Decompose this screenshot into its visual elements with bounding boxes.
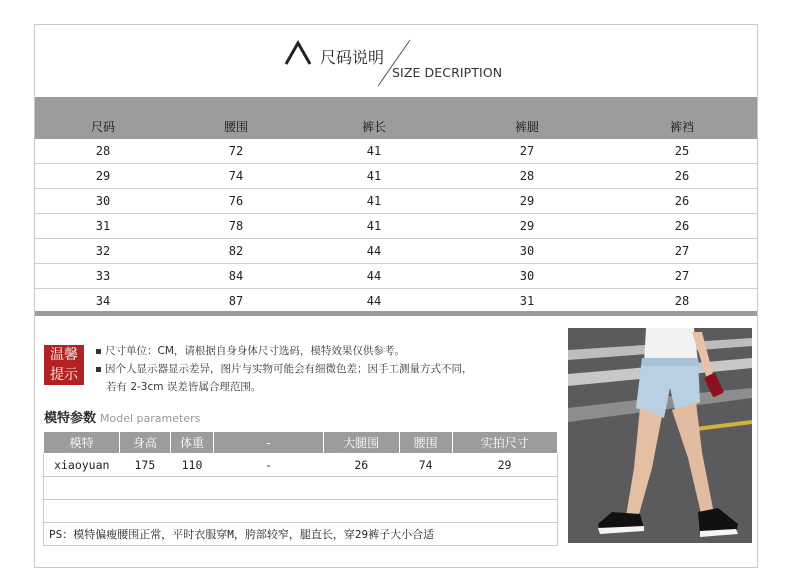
header	[35, 25, 757, 97]
cell: 31	[35, 214, 171, 239]
col-thigh: 大腿围	[323, 432, 399, 454]
table-row	[35, 139, 757, 164]
model-photo	[568, 328, 752, 543]
col-dash: -	[214, 432, 323, 454]
model-table	[43, 431, 558, 546]
bullet-icon	[96, 349, 101, 354]
col-size: 尺码	[35, 97, 171, 139]
cell: 29	[447, 189, 607, 214]
table-row	[35, 214, 757, 239]
col-waist: 腰围	[171, 97, 301, 139]
cell: 110	[170, 454, 214, 477]
table-row	[44, 500, 558, 523]
cell: 26	[607, 214, 757, 239]
cell: 33	[35, 264, 171, 289]
ps-note: PS：模特偏瘦腰围正常，平时衣服穿M，胯部较窄，腿直长，穿29裤子大小合适	[44, 523, 558, 546]
tips-badge	[44, 345, 84, 385]
col-worn-size: 实拍尺寸	[452, 432, 557, 454]
tips-badge-line2: 提示	[50, 367, 78, 383]
cell: 26	[607, 164, 757, 189]
cell: 28	[447, 164, 607, 189]
cell: 27	[607, 264, 757, 289]
cell: 74	[399, 454, 452, 477]
cell: 44	[366, 294, 382, 308]
cell: 78	[171, 214, 301, 239]
col-model-waist: 腰围	[399, 432, 452, 454]
model-title	[44, 407, 200, 426]
size-chart-frame	[34, 24, 758, 568]
cell: 28	[35, 139, 171, 164]
size-table	[35, 97, 757, 313]
model-title-cn: 模特参数	[44, 411, 97, 426]
table-row	[35, 239, 757, 264]
cell: 74	[171, 164, 301, 189]
lambda-icon	[283, 40, 313, 66]
cell: 28	[674, 294, 690, 308]
cell: 44	[301, 239, 447, 264]
table-row	[35, 189, 757, 214]
size-table-header	[35, 97, 757, 139]
col-length: 裤长	[301, 97, 447, 139]
model-photo-image	[568, 328, 752, 543]
col-crotch: 裤裆	[607, 97, 757, 139]
col-height: 身高	[120, 432, 171, 454]
col-weight: 体重	[170, 432, 214, 454]
empty-cell	[44, 500, 558, 523]
cell: 76	[171, 189, 301, 214]
table-row	[44, 454, 558, 477]
cell: 41	[301, 164, 447, 189]
empty-cell	[44, 477, 558, 500]
note-2-text: 因个人显示器显示差异，图片与实物可能会有细微色差；因手工测量方式不同，	[105, 363, 473, 375]
cell: 30	[35, 189, 171, 214]
col-model: 模特	[44, 432, 120, 454]
tips-badge-line1: 温馨	[50, 347, 78, 363]
cell: 82	[171, 239, 301, 264]
cell: 41	[301, 139, 447, 164]
cell: 72	[171, 139, 301, 164]
cell: 29	[452, 454, 557, 477]
section-divider	[35, 311, 757, 316]
cell: 41	[301, 189, 447, 214]
cell: 25	[607, 139, 757, 164]
cell: 29	[35, 164, 171, 189]
cell: 26	[323, 454, 399, 477]
cell: 34	[95, 294, 111, 308]
bullet-icon	[96, 367, 101, 372]
col-leg: 裤腿	[447, 97, 607, 139]
cell: 26	[607, 189, 757, 214]
cell: -	[214, 454, 323, 477]
notes	[96, 342, 566, 396]
cell: 29	[447, 214, 607, 239]
cell: 175	[120, 454, 171, 477]
note-2-cont: 若有 2-3cm 误差皆属合理范围。	[106, 381, 262, 393]
note-1-text: 尺寸单位：CM，请根据自身身体尺寸选码，模特效果仅供参考。	[105, 345, 405, 357]
table-row	[35, 289, 757, 314]
cell: 30	[447, 239, 607, 264]
cell: 44	[301, 264, 447, 289]
title-cn: 尺码说明	[320, 48, 385, 67]
table-row	[35, 264, 757, 289]
slash-divider	[375, 38, 413, 88]
cell: 27	[607, 239, 757, 264]
model-title-en: Model parameters	[100, 412, 201, 425]
cell: 32	[35, 239, 171, 264]
cell: 30	[447, 264, 607, 289]
note-1	[96, 342, 566, 360]
note-2	[96, 360, 566, 378]
title-en: SIZE DECRIPTION	[392, 65, 503, 80]
cell: 27	[447, 139, 607, 164]
table-row	[44, 477, 558, 500]
cell: xiaoyuan	[44, 454, 120, 477]
cell: 31	[519, 294, 535, 308]
cell: 87	[228, 294, 244, 308]
cell: 84	[171, 264, 301, 289]
cell: 41	[301, 214, 447, 239]
table-row	[35, 164, 757, 189]
model-table-header	[44, 432, 558, 454]
table-row	[44, 523, 558, 546]
